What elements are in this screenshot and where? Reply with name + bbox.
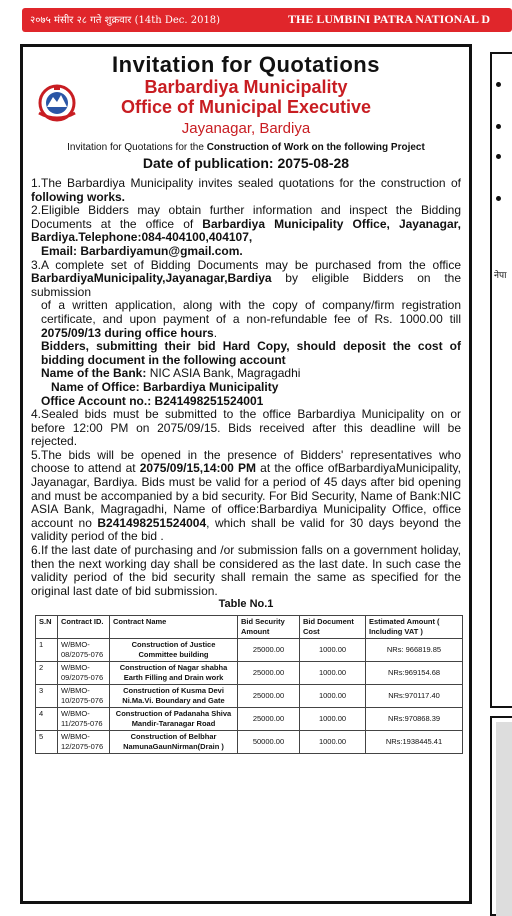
column-header: Bid Security Amount [238,616,300,639]
cell-estimate: NRs:969154.68 [366,662,463,685]
clause-1 [31,177,461,204]
clause-text: The Barbardiya Municipality invites sealed quotations for the construction of [41,176,461,190]
cell-bid-security: 25000.00 [238,662,300,685]
project-bold: Construction of Work on the following Project [206,142,425,153]
clause-text: by eligible Bidders on the submission [31,271,461,299]
cell-sn: 3 [36,685,58,708]
table-row [36,708,463,731]
cell-contract-name: Construction of Padanaha Shiva Mandir-Taranagar Road [110,708,238,731]
municipality-name: Barbardiya Municipality [144,77,348,97]
clause-text: , which shall be valid for 30 days beyond the validity period of the bid . [31,515,461,544]
adjacent-frame [490,52,512,708]
contracts-table [35,615,463,754]
cell-bid-security: 25000.00 [238,685,300,708]
office-name: Office of Municipal Executive [120,97,372,117]
cell-contract-id: W/BMO-12/2075-076 [58,731,110,754]
location: Jayanagar, Bardiya [181,120,311,137]
cell-contract-id: W/BMO-08/2075-076 [58,639,110,662]
cell-doc-cost: 1000.00 [300,685,366,708]
bullet-icon [496,154,501,159]
office-account-name: Name of Office: Barbardiya Municipality [51,379,279,394]
clause-number: 2. [31,203,42,218]
column-header: Contract Name [110,616,238,639]
security-account: B241498251524004 [97,515,207,530]
clause-number: 1. [31,176,42,190]
cell-sn: 5 [36,731,58,754]
cell-doc-cost: 1000.00 [300,708,366,731]
bullet-icon [496,82,501,87]
cell-bid-security: 25000.00 [238,639,300,662]
table-row [36,662,463,685]
adjacent-box [490,716,512,916]
clause-text: of a written application, along with the copy of company/firm registration certificate, and upon payment of a non-refundable fee of Rs. 1000.00 till [41,298,461,326]
notice-title: Invitation for Quotations [112,52,380,77]
office-account-number: Office Account no.: B241498251524001 [41,393,264,408]
cell-estimate: NRs:1938445.41 [366,731,463,754]
clause-text: . [213,325,218,340]
cell-sn: 4 [36,708,58,731]
adjacent-text: नेपा [494,271,507,281]
clause-3-payment [31,299,461,340]
cell-contract-name: Construction of Justice Committee building [110,639,238,662]
clause-4 [31,408,461,449]
bullet-icon [496,124,501,129]
masthead-date: २०७५ मंसीर २८ गते शुक्रवार (14th Dec. 2018) [30,15,221,26]
cell-sn: 1 [36,639,58,662]
cell-contract-id: W/BMO-11/2075-076 [58,708,110,731]
column-header: Estimated Amount ( Including VAT ) [366,616,463,639]
clause-number: 3. [31,257,42,272]
project-line [31,141,461,155]
cell-contract-name: Construction of Kusma Devi Ni.Ma.Vi. Boundary and Gate [110,685,238,708]
publication-date: Date of publication: 2075-08-28 [142,155,350,171]
cell-contract-name: Construction of Belbhar NamunaGaunNirman(Drain ) [110,731,238,754]
column-header: Bid Document Cost [300,616,366,639]
cell-doc-cost: 1000.00 [300,639,366,662]
clause-5 [31,449,461,544]
adjacent-box-fill [496,722,512,916]
clause-text: The bids will be opened in the presence of Bidders' representatives who choose to attend at [31,447,461,476]
clause-number: 6. [31,543,42,558]
nepal-emblem-icon [35,83,79,123]
office-address: BarbardiyaMunicipality,Jayanagar,Bardiya [31,271,272,286]
cell-estimate: NRs: 966819.85 [366,639,463,662]
cell-sn: 2 [36,662,58,685]
contact-info: Barbardiya Municipality Office, Jayanagar, Bardiya.Telephone:084-404100,404107, [31,216,461,245]
bank-value: NIC ASIA Bank, Magragadhi [146,366,301,381]
clause-6 [31,544,461,598]
notice-header [31,77,461,171]
cell-bid-security: 25000.00 [238,708,300,731]
table-row [36,639,463,662]
opening-time: 2075/09/15,14:00 PM [139,461,256,476]
deposit-instruction: Bidders, submitting their bid Hard Copy, should deposit the cost of bidding document in the following account [41,339,461,367]
quotation-notice [20,44,472,904]
table-row [36,685,463,708]
clause-2 [31,204,461,245]
table-header-row [36,616,463,639]
cell-doc-cost: 1000.00 [300,731,366,754]
bank-name [31,367,461,381]
clause-3 [31,259,461,300]
table-row [36,731,463,754]
cell-estimate: NRs:970117.40 [366,685,463,708]
clause-text: Sealed bids must be submitted to the office Barbardiya Municipality on or before 12:00 PM on 2075/09/15. Bids received after this deadline will be rejected. [31,407,461,449]
newspaper-masthead [0,0,512,36]
clause-text: Eligible Bidders may obtain further information and inspect the Bidding Documents at the office of [31,203,461,231]
notice-body [31,177,461,598]
contact-email: Email: Barbardiyamun@gmail.com. [41,243,243,258]
column-header: Contract ID. [58,616,110,639]
table-caption: Table No.1 [218,598,274,611]
bank-label: Name of the Bank: [41,366,147,381]
newspaper-name: THE LUMBINI PATRA NATIONAL D [288,12,491,26]
clause-text: at the office ofBarbardiyaMunicipality, Jayanagar, Bardiya. Bids must be valid for a period of 45 days after bid opening and must be accompanied by a bid security. For Bid Security, Name of Bank:NIC ASIA Bank, Magragadhi, Name of office:Barbardiya Municipality Office, office account no [31,461,461,530]
project-prefix: Invitation for Quotations for the [67,142,207,153]
clause-text: A complete set of Bidding Documents may be purchased from the office [41,257,461,272]
cell-contract-name: Construction of Nagar shabha Earth Filling and Drain work [110,662,238,685]
cell-estimate: NRs:970868.39 [366,708,463,731]
clause-text: If the last date of purchasing and /or submission falls on a government holiday, then the next working day shall be considered as the last date. In such case the validity period of the bid security shall remain the same as specified for the original last date of bid submission. [31,543,461,598]
clause-number: 4. [31,407,42,422]
purchase-deadline: 2075/09/13 during office hours [41,325,214,340]
bullet-icon [496,196,501,201]
clause-number: 5. [31,447,42,462]
cell-doc-cost: 1000.00 [300,662,366,685]
clause-bold: following works. [31,189,126,204]
cell-contract-id: W/BMO-09/2075-076 [58,662,110,685]
cell-bid-security: 50000.00 [238,731,300,754]
cell-contract-id: W/BMO-10/2075-076 [58,685,110,708]
adjacent-column [476,44,512,910]
column-header: S.N [36,616,58,639]
